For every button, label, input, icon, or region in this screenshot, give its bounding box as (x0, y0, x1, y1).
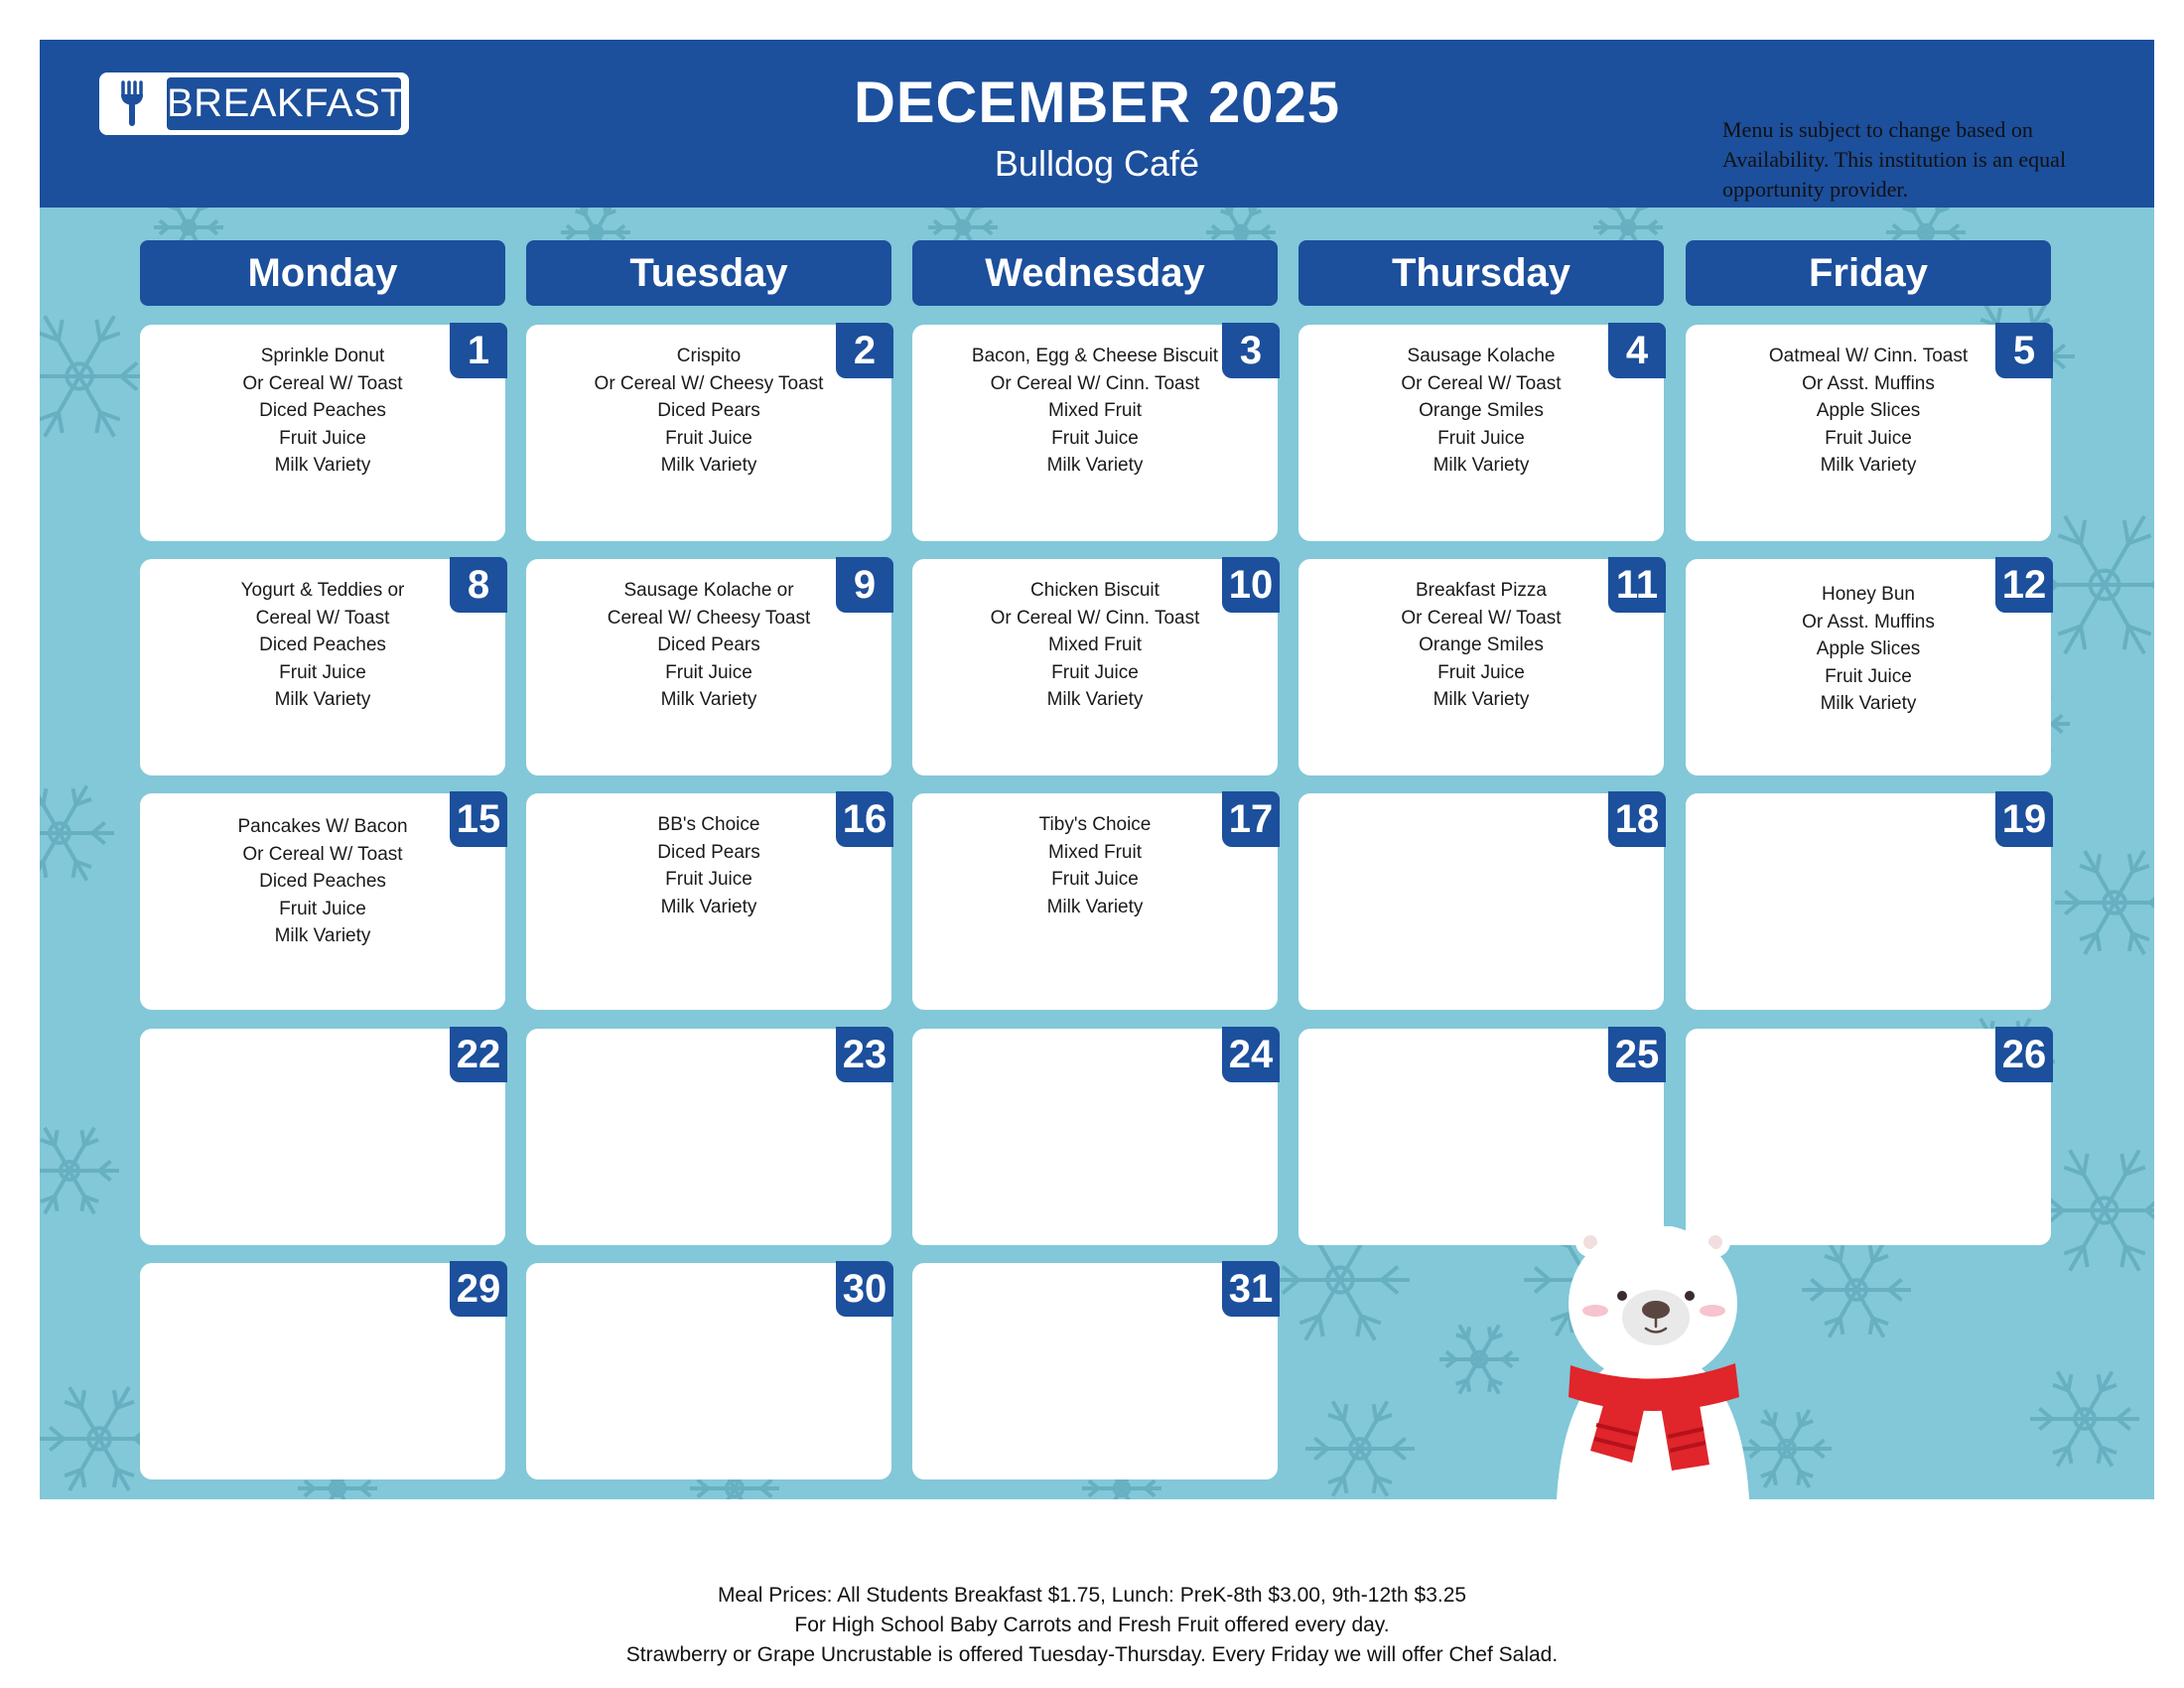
calendar-poster (40, 40, 2154, 1499)
fresh-fruit-line: For High School Baby Carrots and Fresh Fruit offered every day. (794, 1614, 1390, 1636)
menu-item: Milk Variety (660, 896, 757, 917)
polar-bear-icon (1549, 1226, 1757, 1499)
menu-item: Mixed Fruit (1048, 634, 1142, 655)
menu-items (932, 577, 1258, 714)
menu-item: Or Asst. Muffins (1802, 372, 1935, 394)
menu-item: Milk Variety (1046, 689, 1144, 710)
menu-item: Cereal W/ Cheesy Toast (607, 607, 811, 629)
date-number: 15 (450, 791, 507, 847)
menu-item: Milk Variety (1433, 689, 1530, 710)
menu-item: Or Cereal W/ Toast (242, 843, 403, 865)
menu-item: Diced Peaches (259, 871, 386, 892)
menu-item: Diced Pears (657, 634, 760, 655)
date-number: 5 (1995, 323, 2053, 378)
date-number: 29 (450, 1261, 507, 1317)
menu-item: Milk Variety (1820, 455, 1917, 476)
date-number: 1 (450, 323, 507, 378)
day-header-thursday: Thursday (1298, 240, 1664, 306)
calendar-day-cell (140, 1029, 505, 1245)
menu-item: Bacon, Egg & Cheese Biscuit (971, 346, 1219, 366)
date-number: 22 (450, 1027, 507, 1082)
date-number: 30 (836, 1261, 893, 1317)
menu-item: Mixed Fruit (1048, 841, 1142, 863)
menu-item: Or Cereal W/ Cinn. Toast (990, 372, 1200, 394)
calendar-day-cell (912, 1029, 1278, 1245)
calendar-day-cell (526, 793, 891, 1010)
menu-item: Milk Variety (274, 455, 371, 476)
menu-items (160, 343, 485, 480)
menu-items (546, 811, 872, 920)
menu-items (1318, 343, 1644, 480)
page-title: DECEMBER 2025 (853, 70, 1341, 135)
menu-item: Diced Peaches (259, 634, 386, 655)
menu-item: Breakfast Pizza (1416, 580, 1547, 601)
menu-item: Fruit Juice (1437, 661, 1525, 683)
calendar-day-cell (526, 325, 891, 541)
calendar-day-cell (1298, 793, 1664, 1010)
calendar-day-cell (912, 793, 1278, 1010)
calendar-day-cell (1686, 325, 2051, 541)
calendar-day-cell (526, 1029, 891, 1245)
menu-item: Cereal W/ Toast (255, 607, 390, 629)
calendar-day-cell (1686, 793, 2051, 1010)
calendar-day-cell (526, 559, 891, 775)
menu-items (546, 577, 872, 714)
menu-item: Milk Variety (1046, 896, 1144, 917)
date-number: 12 (1995, 557, 2053, 613)
menu-item: Diced Pears (657, 841, 760, 863)
date-number: 8 (450, 557, 507, 613)
calendar-day-cell (140, 559, 505, 775)
menu-items (932, 811, 1258, 920)
day-header-monday: Monday (140, 240, 505, 306)
menu-item: Or Cereal W/ Toast (1401, 372, 1562, 394)
breakfast-label: BREAKFAST (167, 77, 401, 130)
disclaimer-notice: Menu is subject to change based on Availability. This institution is an equal opportunity provider. (1722, 117, 2067, 202)
calendar-day-cell (526, 1263, 891, 1479)
meal-prices-line: Meal Prices: All Students Breakfast $1.75, Lunch: PreK-8th $3.00, 9th-12th $3.25 (717, 1584, 1467, 1607)
menu-item: Milk Variety (1820, 693, 1917, 714)
menu-item: Milk Variety (1433, 455, 1530, 476)
menu-item: Fruit Juice (1825, 427, 1912, 449)
menu-item: Sausage Kolache or (623, 580, 794, 601)
date-number: 23 (836, 1027, 893, 1082)
menu-item: Milk Variety (660, 455, 757, 476)
menu-item: BB's Choice (657, 814, 760, 835)
day-header-wednesday: Wednesday (912, 240, 1278, 306)
date-number: 9 (836, 557, 893, 613)
calendar-day-cell (912, 325, 1278, 541)
menu-item: Fruit Juice (1051, 427, 1139, 449)
menu-items (160, 577, 485, 714)
menu-item: Orange Smiles (1419, 634, 1544, 655)
menu-item: Sausage Kolache (1407, 346, 1556, 366)
date-number: 31 (1222, 1261, 1280, 1317)
menu-item: Fruit Juice (279, 427, 366, 449)
menu-item: Crispito (676, 346, 742, 366)
menu-item: Milk Variety (1046, 455, 1144, 476)
menu-items (160, 813, 485, 950)
menu-item: Honey Bun (1821, 584, 1915, 605)
menu-item: Diced Pears (657, 400, 760, 421)
header-banner (40, 40, 2154, 208)
date-number: 2 (836, 323, 893, 378)
menu-item: Or Cereal W/ Toast (1401, 607, 1562, 629)
menu-item: Apple Slices (1816, 400, 1921, 421)
menu-items (932, 343, 1258, 480)
menu-item: Or Asst. Muffins (1802, 611, 1935, 633)
menu-item: Fruit Juice (665, 869, 752, 890)
date-number: 16 (836, 791, 893, 847)
menu-item: Or Cereal W/ Toast (242, 372, 403, 394)
calendar-day-cell (140, 793, 505, 1010)
menu-items (1706, 343, 2031, 480)
menu-items (546, 343, 872, 480)
menu-item: Mixed Fruit (1048, 400, 1142, 421)
uncrustable-line: Strawberry or Grape Uncrustable is offered Tuesday-Thursday. Every Friday we will offer Chef Salad. (625, 1643, 1559, 1666)
menu-item: Apple Slices (1816, 638, 1921, 659)
menu-item: Milk Variety (274, 925, 371, 946)
date-number: 18 (1608, 791, 1666, 847)
menu-item: Fruit Juice (1825, 665, 1912, 687)
calendar-day-cell (140, 1263, 505, 1479)
day-header-friday: Friday (1686, 240, 2051, 306)
menu-item: Orange Smiles (1419, 400, 1544, 421)
calendar-day-cell (1298, 325, 1664, 541)
menu-item: Fruit Juice (1437, 427, 1525, 449)
menu-item: Fruit Juice (279, 661, 366, 683)
page-subtitle: Bulldog Café (994, 143, 1200, 184)
footer-notes (0, 1581, 2184, 1670)
menu-item: Milk Variety (660, 689, 757, 710)
date-number: 26 (1995, 1027, 2053, 1082)
day-header-tuesday: Tuesday (526, 240, 891, 306)
menu-item: Tiby's Choice (1038, 814, 1152, 835)
menu-items (1706, 581, 2031, 718)
menu-item: Chicken Biscuit (1030, 580, 1160, 601)
date-number: 19 (1995, 791, 2053, 847)
date-number: 4 (1608, 323, 1666, 378)
date-number: 17 (1222, 791, 1280, 847)
menu-items (1318, 577, 1644, 714)
menu-item: Sprinkle Donut (260, 346, 385, 366)
date-number: 24 (1222, 1027, 1280, 1082)
menu-item: Or Cereal W/ Cheesy Toast (594, 372, 824, 394)
calendar-day-cell (1686, 559, 2051, 775)
menu-item: Fruit Juice (1051, 661, 1139, 683)
menu-item: Or Cereal W/ Cinn. Toast (990, 607, 1200, 629)
calendar-day-cell (1298, 1029, 1664, 1245)
calendar-day-cell (912, 559, 1278, 775)
date-number: 3 (1222, 323, 1280, 378)
menu-item: Milk Variety (274, 689, 371, 710)
date-number: 11 (1608, 557, 1666, 613)
menu-item: Fruit Juice (279, 898, 366, 919)
menu-item: Pancakes W/ Bacon (237, 816, 408, 837)
menu-item: Diced Peaches (259, 400, 386, 421)
date-number: 10 (1222, 557, 1280, 613)
menu-item: Fruit Juice (665, 427, 752, 449)
calendar-day-cell (1686, 1029, 2051, 1245)
calendar-day-cell (1298, 559, 1664, 775)
menu-item: Yogurt & Teddies or (240, 580, 405, 601)
calendar-day-cell (140, 325, 505, 541)
menu-item: Fruit Juice (1051, 869, 1139, 890)
calendar-day-cell (912, 1263, 1278, 1479)
menu-item: Fruit Juice (665, 661, 752, 683)
date-number: 25 (1608, 1027, 1666, 1082)
menu-item: Oatmeal W/ Cinn. Toast (1768, 346, 1969, 366)
